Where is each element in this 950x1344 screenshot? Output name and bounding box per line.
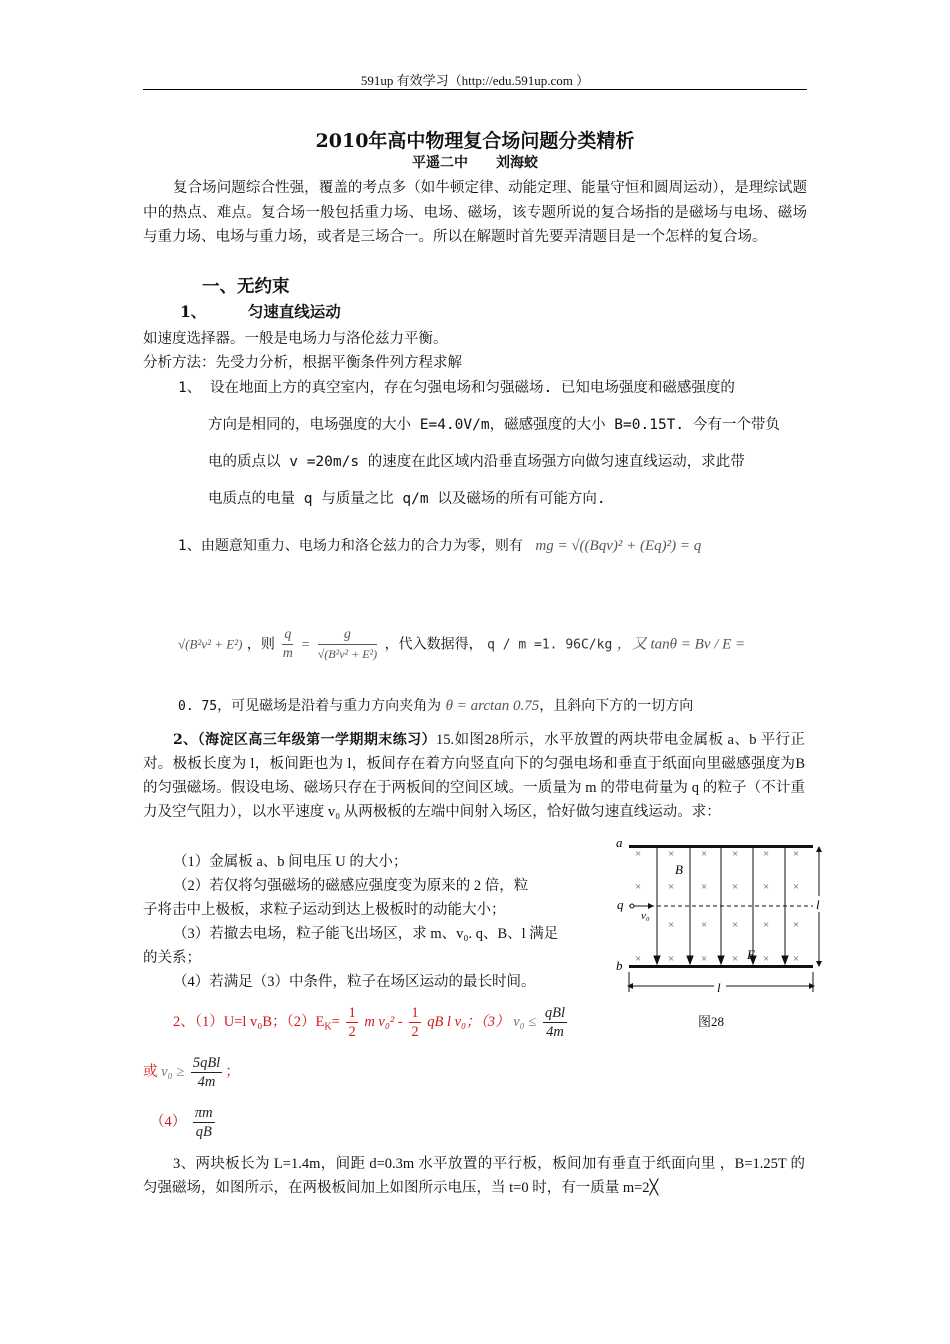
svg-text:×: × xyxy=(635,953,642,965)
svg-text:×: × xyxy=(668,919,675,931)
solution-1-then: ，则 xyxy=(246,636,275,653)
question-2-part-2a: （2）若仅将匀强磁场的磁感应强度变为原来的 2 倍，粒 xyxy=(173,878,529,894)
solution-1-tan: ，又 tanθ = Bv / E = xyxy=(616,636,746,653)
solution-1-equation: mg = √((Bqv)² + (Eq)²) = q xyxy=(535,538,702,554)
svg-text:×: × xyxy=(732,881,739,893)
solution-1-line-1 xyxy=(178,535,701,555)
fraction-half-1: $\frac{1}{2}$ xyxy=(348,1005,356,1040)
question-1-line-4: 电质点的电量 q 与质量之比 q/m 以及磁场的所有可能方向. xyxy=(208,491,606,507)
svg-text:×: × xyxy=(732,953,739,965)
svg-text:×: × xyxy=(668,848,675,860)
plate-a xyxy=(629,845,813,848)
solution-1-tan-value: 0. 75 xyxy=(178,699,218,714)
question-2-part-2b: 子将击中上极板，求粒子运动到达上极板时的动能大小； xyxy=(143,902,506,918)
svg-text:×: × xyxy=(732,848,739,860)
question-1-line-2: 方向是相同的，电场强度的大小 E=4.0V/m，磁感强度的大小 B=0.15T. 今有一个带负 xyxy=(208,417,780,433)
solution-1-line-2: √(B²v² + E²) ，则 $\frac{q}{m}$ = $\frac{g}{\text{√(B²v² + E²)}}$ ，代入数据得， q / m =1. 96C/kg ，又 tanθ = Bv / E = xyxy=(178,627,746,661)
question-1 xyxy=(178,370,808,518)
svg-text:×: × xyxy=(793,848,800,860)
solution-1-line-3 xyxy=(178,695,693,715)
document-title: 2010年高中物理复合场问题分类精析 xyxy=(315,130,635,152)
solution-1-end: ，且斜向下方的一切方向 xyxy=(539,698,694,714)
label-E: E xyxy=(747,947,755,962)
label-b: b xyxy=(616,958,623,973)
fraction-g-over-sqrt: $\frac{g}{\text{√(B²v² + E²)}}$ xyxy=(317,627,378,661)
question-2-part-1: （1）金属板 a、b 间电压 U 的大小； xyxy=(173,854,408,870)
solution-1-text: 1、由题意知重力、电场力和洛仑兹力的合力为零，则有 xyxy=(178,538,523,554)
figure-28 xyxy=(615,832,825,1002)
intro-paragraph: 复合场问题综合性强，覆盖的考点多（如牛顿定律、动能定理、能量守恒和圆周运动），是理综试题中的热点、难点。复合场一般包括重力场、电场、磁场，该专题所说的复合场指的是磁场与电场、磁场与重力场、电场与重力场，或者是三场合一。所以在解题时首先要弄清题目是一个怎样的复合场。 xyxy=(143,180,807,245)
subsection-heading xyxy=(180,300,341,322)
plate-b xyxy=(629,965,813,968)
solution-1-angle-text: ，可见磁场是沿着与重力方向夹角为 xyxy=(217,698,442,714)
label-l-right: l xyxy=(816,897,820,912)
figure-caption: 图28 xyxy=(698,1014,725,1029)
svg-text:×: × xyxy=(701,848,708,860)
fraction-qbl-4m: $\frac{\text{qBl}}{4m}$ xyxy=(544,1005,566,1040)
question-2-part-3a: （3）若撤去电场，粒子能飞出场区，求 m、v₀. q、B、l 满足 xyxy=(173,926,559,942)
header-divider xyxy=(143,89,807,90)
svg-text:×: × xyxy=(635,881,642,893)
solution-1-value: q / m =1. 96C/kg xyxy=(487,637,613,653)
fraction-half-2: $\frac{1}{2}$ xyxy=(411,1005,419,1040)
label-a: a xyxy=(616,835,623,850)
subsection-number: 1、 xyxy=(180,302,207,321)
label-v0: v₀ xyxy=(641,910,650,922)
question-1-line-1: 1、 设在地面上方的真空室内，存在匀强电场和匀强磁场. 已知电场强度和磁感强度的 xyxy=(178,380,735,396)
description-line-1: 如速度选择器。一般是电场力与洛伦兹力平衡。 xyxy=(143,331,448,347)
svg-text:×: × xyxy=(701,919,708,931)
question-2-text: 15.如图28所示，水平放置的两块带电金属板 a、b 平行正对。极板长度为 l，板间距也为 l，板间存在着方向竖直向下的匀强电场和垂直于纸面向里磁感强度为B的匀强磁场。假设电场、磁场只存在于两板间的空间区域。一质量为 m 的带电荷量为 q 的粒子（不计重力及空气阻力），以水平速度 v₀ 从两极板的左端中间射入场区，恰好做匀速直线运动。求： xyxy=(143,732,805,820)
description-line-2: 分析方法：先受力分析，根据平衡条件列方程求解 xyxy=(143,355,462,371)
question-3: 3、两块板长为 L=1.4m，间距 d=0.3m 水平放置的平行板，板间加有垂直于纸面向里 ，B=1.25T 的匀强磁场，如图所示，在两极板间加上如图所示电压，当 t=0 时，有一质量 m=2╳ xyxy=(143,1156,805,1196)
svg-text:×: × xyxy=(763,881,770,893)
fraction-5qbl-4m: $\frac{\text{5qBl}}{4m}$ xyxy=(192,1055,221,1090)
svg-text:×: × xyxy=(763,848,770,860)
answer-2-line-3: （4） $\frac{\pi m}{qB}$ xyxy=(150,1105,213,1140)
fraction-q-over-m: $\frac{q}{m}$ xyxy=(282,627,293,661)
answer-2-line-1: 2、（1）U=l v₀B；$(2)E_K=$ $\frac{1}{2}$ m v₀² - $\frac{1}{2}$ qB l v₀；（3） v₀ ≤ $\frac{\text{qBl}}{4m}$ xyxy=(173,1005,566,1040)
svg-text:×: × xyxy=(793,953,800,965)
question-2-parts xyxy=(143,850,603,994)
solution-1-substitute: ，代入数据得， xyxy=(384,636,483,653)
svg-text:×: × xyxy=(668,953,675,965)
author-line: 平遥二中 刘海蛟 xyxy=(412,155,538,171)
svg-text:×: × xyxy=(763,919,770,931)
particle-q xyxy=(630,904,634,908)
question-2-part-4: （4）若满足（3）中条件，粒子在场区运动的最长时间。 xyxy=(173,974,536,990)
fraction-pim-qb: $\frac{\pi m}{qB}$ xyxy=(194,1105,213,1140)
svg-text:×: × xyxy=(793,881,800,893)
question-1-line-3: 电的质点以 v =20m/s 的速度在此区域内沿垂直场强方向做匀速直线运动，求此带 xyxy=(208,454,745,470)
svg-text:×: × xyxy=(635,848,642,860)
svg-text:×: × xyxy=(732,919,739,931)
svg-text:×: × xyxy=(668,881,675,893)
solution-1-sqrt: √(B²v² + E²) xyxy=(178,636,243,652)
svg-text:×: × xyxy=(793,919,800,931)
label-q: q xyxy=(617,897,624,912)
solution-1-theta: θ = arctan 0.75 xyxy=(445,698,540,714)
page-header: 591up 有效学习（http://edu.591up.com ） xyxy=(360,73,590,88)
answer-2-line-2: 或 v₀ ≥ $\frac{\text{5qBl}}{4m}$ ； xyxy=(143,1055,240,1090)
svg-text:×: × xyxy=(763,953,770,965)
section-heading-1: 一、无约束 xyxy=(202,277,290,297)
svg-text:×: × xyxy=(701,881,708,893)
question-2 xyxy=(143,728,805,824)
label-B: B xyxy=(675,862,683,877)
question-2-label: 2、（海淀区高三年级第一学期期末练习） xyxy=(173,732,437,748)
svg-text:×: × xyxy=(701,953,708,965)
subsection-title: 匀速直线运动 xyxy=(247,302,341,321)
label-l-bottom: l xyxy=(717,980,721,995)
question-2-part-3b: 的关系； xyxy=(143,950,201,966)
